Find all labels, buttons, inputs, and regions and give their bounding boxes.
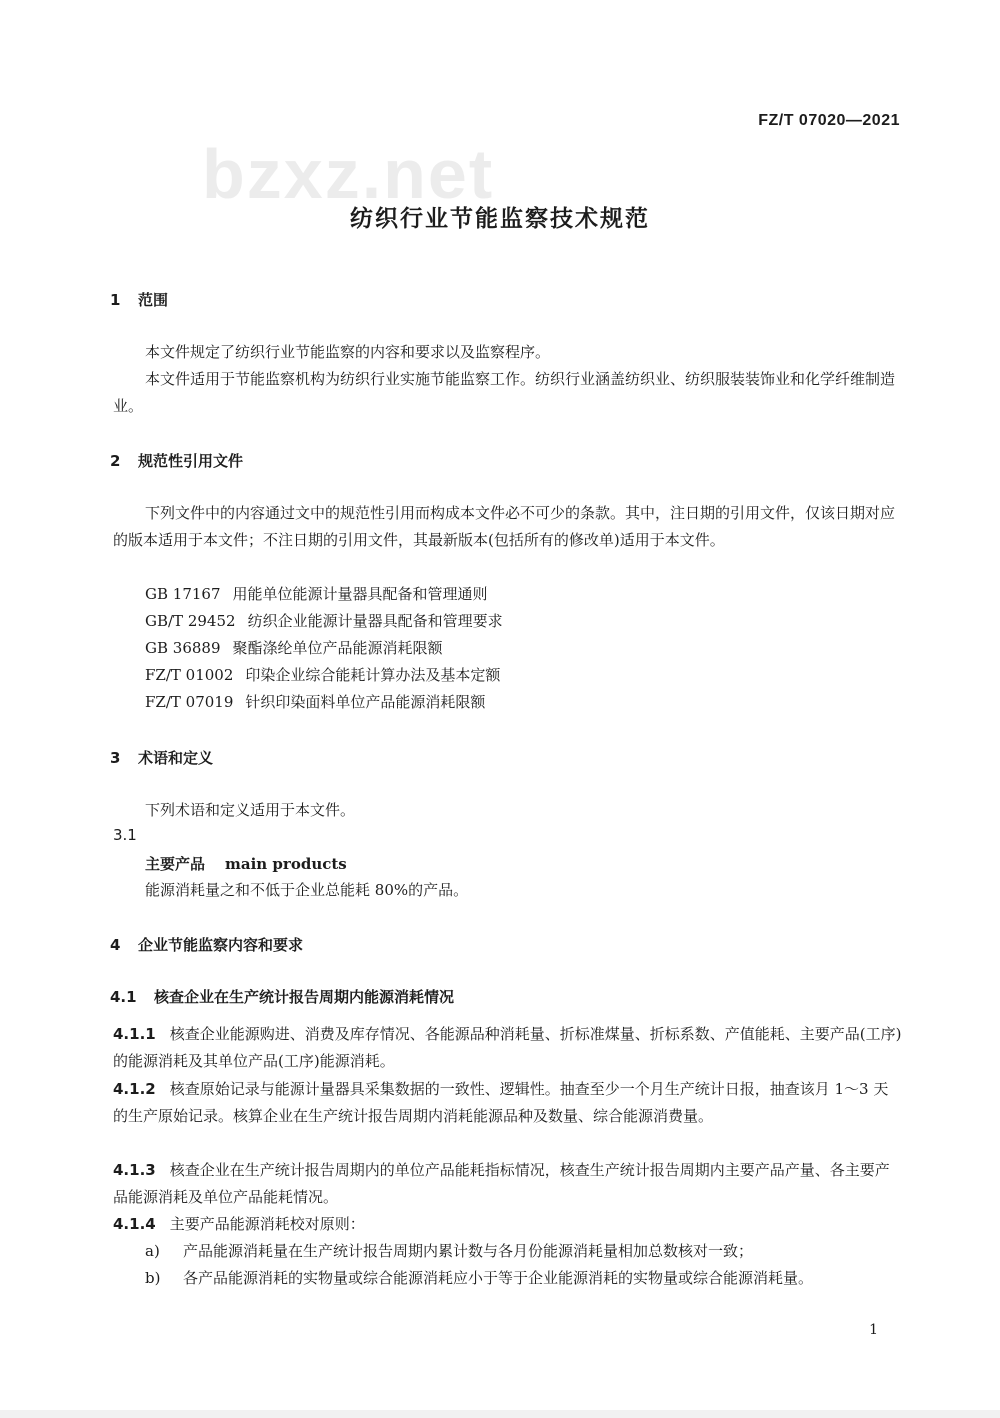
section-1-paragraph-2: 本文件适用于节能监察机构为纺织行业实施节能监察工作。纺织行业涵盖纺织业、纺织服装装饰业和化学纤维制造业。 bbox=[113, 370, 896, 415]
section-number: 3 bbox=[110, 749, 121, 767]
document-title: 纺织行业节能监察技术规范 bbox=[350, 206, 650, 232]
reference-item bbox=[145, 608, 503, 635]
section-number: 1 bbox=[110, 291, 121, 309]
section-title: 规范性引用文件 bbox=[138, 452, 244, 470]
list-marker: a) bbox=[145, 1242, 160, 1260]
reference-item bbox=[145, 689, 503, 716]
reference-item bbox=[145, 635, 503, 662]
normative-reference-list bbox=[145, 581, 503, 716]
term-number: 3.1 bbox=[113, 826, 137, 844]
reference-code: FZ/T 01002 bbox=[145, 666, 234, 684]
reference-title: 印染企业综合能耗计算办法及基本定额 bbox=[245, 666, 501, 684]
subsection-4-1-heading bbox=[110, 986, 454, 1007]
clause-text: 主要产品能源消耗校对原则： bbox=[169, 1215, 365, 1233]
clause-number: 4.1.2 bbox=[113, 1080, 156, 1098]
list-item-a bbox=[145, 1238, 905, 1265]
reference-code: FZ/T 07019 bbox=[145, 693, 234, 711]
watermark: bzxz.net bbox=[202, 135, 495, 213]
list-item-b bbox=[145, 1265, 905, 1292]
clause-number: 4.1.1 bbox=[113, 1025, 156, 1043]
section-title: 范围 bbox=[138, 291, 169, 309]
term-definition: 能源消耗量之和不低于企业总能耗 80%的产品。 bbox=[145, 881, 469, 899]
clause-text: 核查企业在生产统计报告周期内的单位产品能耗指标情况，核查生产统计报告周期内主要产品产量、各主要产品能源消耗及单位产品能耗情况。 bbox=[113, 1161, 890, 1206]
section-1-paragraph-1: 本文件规定了纺织行业节能监察的内容和要求以及监察程序。 bbox=[145, 343, 551, 361]
section-4-heading bbox=[110, 934, 303, 955]
section-3-heading bbox=[110, 747, 213, 768]
standard-number: FZ/T 07020—2021 bbox=[758, 112, 900, 129]
list-text: 各产品能源消耗的实物量或综合能源消耗应小于等于企业能源消耗的实物量或综合能源消耗量。 bbox=[183, 1269, 814, 1287]
clause-text: 核查企业能源购进、消费及库存情况、各能源品种消耗量、折标准煤量、折标系数、产值能耗、主要产品(工序)的能源消耗及其单位产品(工序)能源消耗。 bbox=[113, 1025, 902, 1070]
term-title bbox=[145, 853, 347, 874]
term-english: main products bbox=[225, 855, 347, 873]
section-1-heading bbox=[110, 289, 168, 310]
reference-title: 聚酯涤纶单位产品能源消耗限额 bbox=[232, 639, 443, 657]
reference-code: GB 36889 bbox=[145, 639, 221, 657]
reference-title: 用能单位能源计量器具配备和管理通则 bbox=[232, 585, 488, 603]
section-2-paragraph-1: 下列文件中的内容通过文中的规范性引用而构成本文件必不可少的条款。其中，注日期的引用文件，仅该日期对应的版本适用于本文件；不注日期的引用文件，其最新版本(包括所有的修改单)适用于本文件。 bbox=[113, 504, 896, 549]
clause-4-1-2 bbox=[113, 1076, 903, 1130]
subsection-number: 4.1 bbox=[110, 988, 137, 1006]
subsection-title: 核查企业在生产统计报告周期内能源消耗情况 bbox=[154, 988, 455, 1006]
reference-code: GB/T 29452 bbox=[145, 612, 236, 630]
section-3-paragraph-1: 下列术语和定义适用于本文件。 bbox=[145, 801, 356, 819]
clause-4-1-4 bbox=[113, 1211, 903, 1238]
list-text: 产品能源消耗量在生产统计报告周期内累计数与各月份能源消耗量相加总数核对一致； bbox=[183, 1242, 754, 1260]
reference-item bbox=[145, 662, 503, 689]
page-number: 1 bbox=[869, 1322, 878, 1338]
section-title: 企业节能监察内容和要求 bbox=[138, 936, 304, 954]
section-2-heading bbox=[110, 450, 243, 471]
section-number: 2 bbox=[110, 452, 121, 470]
clause-text: 核查原始记录与能源计量器具采集数据的一致性、逻辑性。抽查至少一个月生产统计日报，抽查该月 1～3 天的生产原始记录。核算企业在生产统计报告周期内消耗能源品种及数量、综合能源消费量。 bbox=[113, 1080, 889, 1125]
list-marker: b) bbox=[145, 1269, 161, 1287]
clause-number: 4.1.3 bbox=[113, 1161, 156, 1179]
clause-4-1-3 bbox=[113, 1157, 903, 1211]
section-title: 术语和定义 bbox=[138, 749, 214, 767]
reference-title: 纺织企业能源计量器具配备和管理要求 bbox=[247, 612, 503, 630]
page-bottom-edge bbox=[0, 1410, 1000, 1418]
clause-number: 4.1.4 bbox=[113, 1215, 156, 1233]
reference-title: 针织印染面料单位产品能源消耗限额 bbox=[245, 693, 486, 711]
section-number: 4 bbox=[110, 936, 121, 954]
term-chinese: 主要产品 bbox=[145, 855, 206, 873]
reference-item bbox=[145, 581, 503, 608]
reference-code: GB 17167 bbox=[145, 585, 221, 603]
clause-4-1-1 bbox=[113, 1021, 903, 1075]
